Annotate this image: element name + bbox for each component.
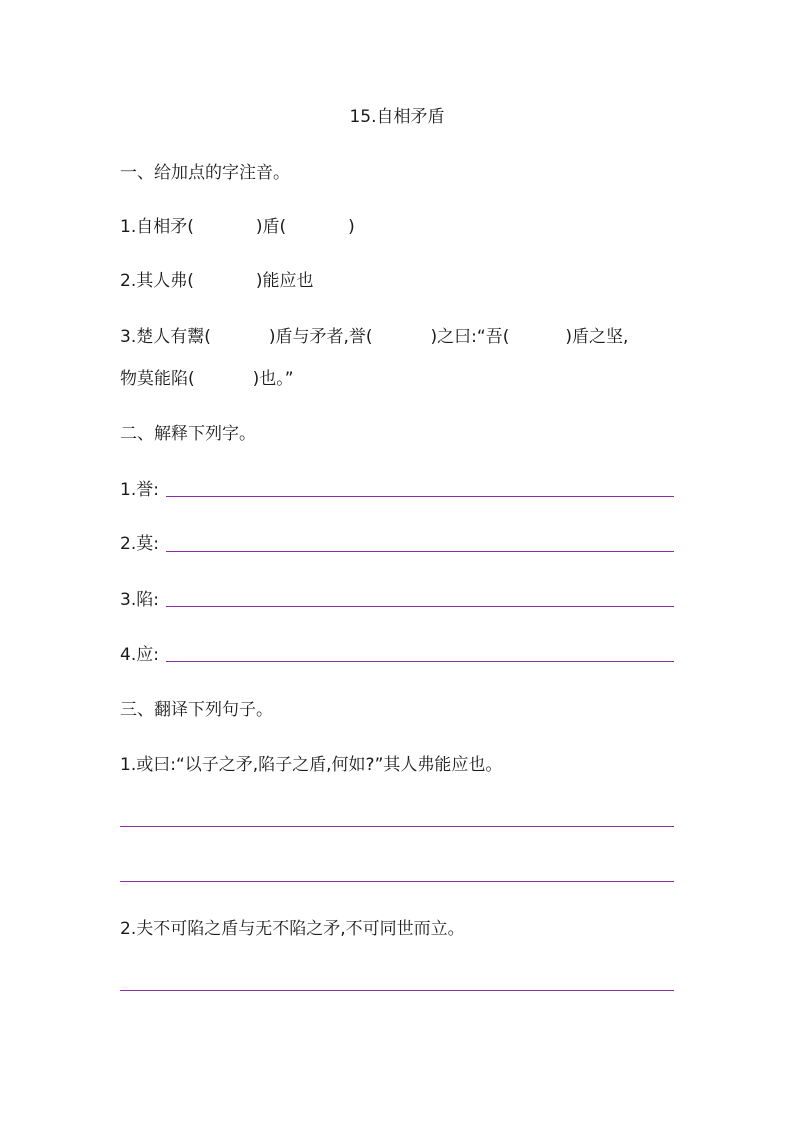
q1-text-b: )盾(: [255, 217, 287, 237]
define-label-2: 2.莫:: [120, 534, 159, 554]
q1-text-c: ): [348, 217, 355, 237]
question-1-3-line2: [120, 367, 294, 391]
answer-line[interactable]: [166, 606, 674, 607]
define-label-3: 3.陷:: [120, 590, 159, 610]
section2-heading: 二、解释下列字。: [120, 424, 256, 444]
question-1-3-line1: [120, 325, 628, 349]
q3-text-f: )也。”: [252, 369, 294, 389]
answer-line[interactable]: [120, 881, 674, 882]
answer-line[interactable]: [166, 496, 674, 497]
question-1-2: [120, 269, 314, 293]
page-title: 15.自相矛盾: [349, 107, 445, 127]
section3-heading: 三、翻译下列句子。: [120, 700, 273, 720]
q3-text-b: )盾与矛者,誉(: [268, 327, 373, 347]
q3-text-a: 3.楚人有鬻(: [120, 327, 211, 347]
q3-text-c: )之曰:“吾(: [430, 327, 510, 347]
q3-text-e: 物莫能陷(: [120, 369, 195, 389]
answer-line[interactable]: [166, 661, 674, 662]
answer-line[interactable]: [120, 990, 674, 991]
q2-text-b: )能应也: [255, 271, 314, 291]
translate-sentence-1: 1.或曰:“以子之矛,陷子之盾,何如?”其人弗能应也。: [120, 755, 503, 775]
question-1-1: [120, 215, 355, 239]
q1-text-a: 1.自相矛(: [120, 217, 194, 237]
define-label-1: 1.誉:: [120, 480, 159, 500]
q3-text-d: )盾之坚,: [565, 327, 629, 347]
answer-line[interactable]: [166, 551, 674, 552]
translate-sentence-2: 2.夫不可陷之盾与无不陷之矛,不可同世而立。: [120, 919, 465, 939]
q2-text-a: 2.其人弗(: [120, 271, 194, 291]
define-label-4: 4.应:: [120, 645, 159, 665]
answer-line[interactable]: [120, 826, 674, 827]
section1-heading: 一、给加点的字注音。: [120, 163, 290, 183]
